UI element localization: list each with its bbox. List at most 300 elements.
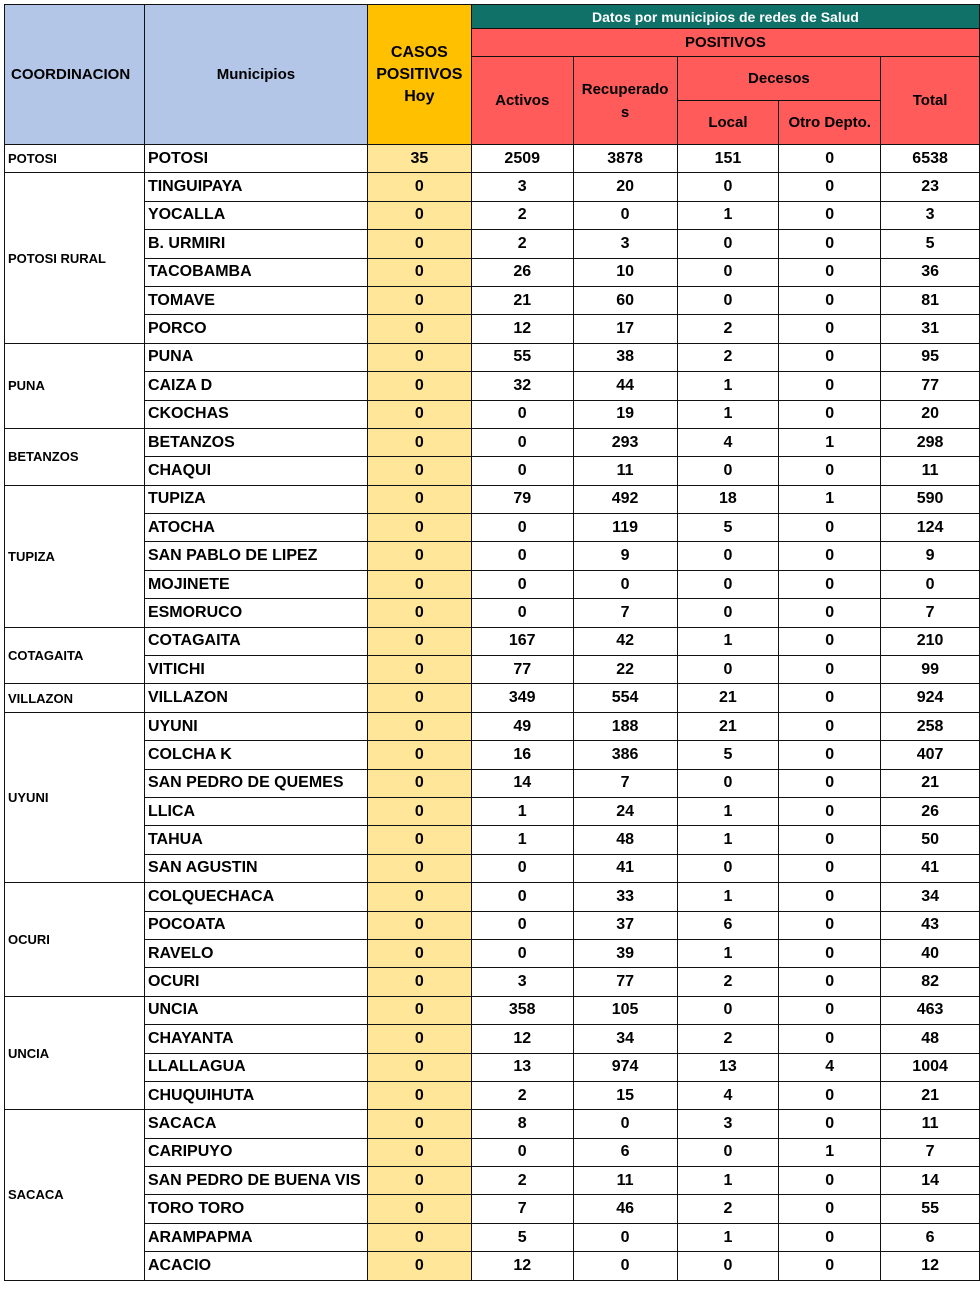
table-row (5, 769, 980, 797)
activos-cell: 16 (471, 741, 573, 769)
casos-hoy-cell: 0 (367, 1053, 471, 1081)
recuperados-cell: 0 (573, 570, 677, 598)
casos-hoy-cell: 0 (367, 315, 471, 343)
decesos-otro-depto-cell: 0 (779, 145, 881, 173)
municipio-cell: ATOCHA (144, 514, 367, 542)
casos-hoy-cell: 0 (367, 826, 471, 854)
decesos-local-cell: 1 (677, 1167, 779, 1195)
activos-cell: 26 (471, 258, 573, 286)
municipio-cell: COTAGAITA (144, 627, 367, 655)
decesos-otro-depto-cell: 1 (779, 485, 881, 513)
decesos-local-cell: 1 (677, 201, 779, 229)
decesos-local-cell: 5 (677, 514, 779, 542)
municipio-cell: CAIZA D (144, 372, 367, 400)
decesos-otro-depto-cell: 0 (779, 968, 881, 996)
municipio-cell: SAN AGUSTIN (144, 854, 367, 882)
table-row (5, 315, 980, 343)
activos-cell: 12 (471, 1025, 573, 1053)
municipio-cell: B. URMIRI (144, 230, 367, 258)
activos-cell: 7 (471, 1195, 573, 1223)
recuperados-cell: 37 (573, 911, 677, 939)
municipio-cell: VITICHI (144, 656, 367, 684)
table-row (5, 485, 980, 513)
table-row (5, 201, 980, 229)
header-positivos: POSITIVOS (471, 29, 979, 57)
coordinacion-cell: TUPIZA (5, 485, 145, 627)
decesos-otro-depto-cell: 0 (779, 1195, 881, 1223)
municipio-cell: MOJINETE (144, 570, 367, 598)
decesos-otro-depto-cell: 0 (779, 457, 881, 485)
table-row (5, 599, 980, 627)
decesos-local-cell: 1 (677, 372, 779, 400)
header-activos: Activos (471, 57, 573, 145)
total-cell: 41 (881, 854, 980, 882)
decesos-otro-depto-cell: 0 (779, 1110, 881, 1138)
decesos-otro-depto-cell: 0 (779, 627, 881, 655)
total-cell: 21 (881, 769, 980, 797)
activos-cell: 0 (471, 457, 573, 485)
table-row (5, 372, 980, 400)
decesos-local-cell: 1 (677, 400, 779, 428)
decesos-local-cell: 0 (677, 769, 779, 797)
decesos-local-cell: 0 (677, 1252, 779, 1280)
total-cell: 258 (881, 712, 980, 740)
casos-hoy-cell: 0 (367, 542, 471, 570)
decesos-otro-depto-cell: 0 (779, 854, 881, 882)
casos-hoy-cell: 0 (367, 996, 471, 1024)
decesos-otro-depto-cell: 0 (779, 343, 881, 371)
covid-table-container (4, 4, 980, 1281)
municipio-cell: CKOCHAS (144, 400, 367, 428)
casos-hoy-cell: 0 (367, 939, 471, 967)
activos-cell: 77 (471, 656, 573, 684)
coordinacion-cell: BETANZOS (5, 428, 145, 485)
activos-cell: 0 (471, 400, 573, 428)
casos-hoy-cell: 0 (367, 712, 471, 740)
activos-cell: 3 (471, 173, 573, 201)
coordinacion-cell: PUNA (5, 343, 145, 428)
table-row (5, 883, 980, 911)
municipio-cell: SACACA (144, 1110, 367, 1138)
activos-cell: 55 (471, 343, 573, 371)
municipio-cell: TACOBAMBA (144, 258, 367, 286)
decesos-otro-depto-cell: 0 (779, 1025, 881, 1053)
total-cell: 14 (881, 1167, 980, 1195)
decesos-local-cell: 0 (677, 854, 779, 882)
casos-line-2: POSITIVOS (376, 65, 463, 83)
decesos-otro-depto-cell: 1 (779, 1138, 881, 1166)
activos-cell: 0 (471, 599, 573, 627)
header-decesos: Decesos (677, 57, 881, 101)
recuperados-cell: 44 (573, 372, 677, 400)
recuperados-cell: 386 (573, 741, 677, 769)
casos-hoy-cell: 0 (367, 1252, 471, 1280)
table-row (5, 514, 980, 542)
table-row (5, 854, 980, 882)
recuperados-cell: 974 (573, 1053, 677, 1081)
total-cell: 3 (881, 201, 980, 229)
total-cell: 124 (881, 514, 980, 542)
municipio-cell: SAN PEDRO DE BUENA VIS (144, 1167, 367, 1195)
activos-cell: 0 (471, 939, 573, 967)
decesos-otro-depto-cell: 0 (779, 1081, 881, 1109)
total-cell: 21 (881, 1081, 980, 1109)
total-cell: 55 (881, 1195, 980, 1223)
recuperados-cell: 19 (573, 400, 677, 428)
decesos-local-cell: 0 (677, 286, 779, 314)
activos-cell: 13 (471, 1053, 573, 1081)
activos-cell: 0 (471, 911, 573, 939)
table-row (5, 1223, 980, 1251)
decesos-local-cell: 0 (677, 230, 779, 258)
activos-cell: 0 (471, 514, 573, 542)
decesos-otro-depto-cell: 4 (779, 1053, 881, 1081)
decesos-otro-depto-cell: 0 (779, 400, 881, 428)
total-cell: 463 (881, 996, 980, 1024)
decesos-local-cell: 0 (677, 173, 779, 201)
coordinacion-cell: SACACA (5, 1110, 145, 1280)
casos-hoy-cell: 0 (367, 230, 471, 258)
activos-cell: 21 (471, 286, 573, 314)
recuperados-cell: 33 (573, 883, 677, 911)
decesos-otro-depto-cell: 0 (779, 258, 881, 286)
decesos-otro-depto-cell: 0 (779, 286, 881, 314)
coordinacion-cell: OCURI (5, 883, 145, 997)
table-row (5, 939, 980, 967)
casos-hoy-cell: 0 (367, 343, 471, 371)
casos-hoy-cell: 0 (367, 485, 471, 513)
decesos-local-cell: 0 (677, 258, 779, 286)
decesos-otro-depto-cell: 0 (779, 315, 881, 343)
recuperados-cell: 24 (573, 797, 677, 825)
total-cell: 6538 (881, 145, 980, 173)
header-casos-positivos-hoy (367, 5, 471, 145)
activos-cell: 8 (471, 1110, 573, 1138)
recuperados-cell: 17 (573, 315, 677, 343)
decesos-local-cell: 4 (677, 428, 779, 456)
total-cell: 7 (881, 599, 980, 627)
decesos-otro-depto-cell: 0 (779, 1167, 881, 1195)
recuperados-line-2: s (620, 103, 630, 121)
activos-cell: 349 (471, 684, 573, 712)
table-row (5, 1167, 980, 1195)
header-otro-depto: Otro Depto. (779, 101, 881, 145)
recuperados-cell: 48 (573, 826, 677, 854)
casos-hoy-cell: 0 (367, 1138, 471, 1166)
decesos-local-cell: 1 (677, 627, 779, 655)
total-cell: 50 (881, 826, 980, 854)
recuperados-cell: 293 (573, 428, 677, 456)
activos-cell: 2 (471, 1167, 573, 1195)
table-row (5, 1053, 980, 1081)
recuperados-cell: 41 (573, 854, 677, 882)
table-row (5, 797, 980, 825)
table-body (5, 145, 980, 1281)
total-cell: 12 (881, 1252, 980, 1280)
casos-hoy-cell: 0 (367, 883, 471, 911)
table-row (5, 826, 980, 854)
casos-hoy-cell: 0 (367, 1223, 471, 1251)
municipio-cell: POTOSI (144, 145, 367, 173)
total-cell: 82 (881, 968, 980, 996)
casos-hoy-cell: 0 (367, 1167, 471, 1195)
coordinacion-cell: POTOSI RURAL (5, 173, 145, 343)
coordinacion-cell: POTOSI (5, 145, 145, 173)
table-row (5, 1138, 980, 1166)
activos-cell: 2509 (471, 145, 573, 173)
total-cell: 31 (881, 315, 980, 343)
header-total: Total (881, 57, 980, 145)
activos-cell: 3 (471, 968, 573, 996)
activos-cell: 32 (471, 372, 573, 400)
municipio-cell: PORCO (144, 315, 367, 343)
header-datos-title: Datos por municipios de redes de Salud (471, 5, 979, 29)
casos-hoy-cell: 0 (367, 1081, 471, 1109)
municipio-cell: ESMORUCO (144, 599, 367, 627)
casos-hoy-cell: 0 (367, 684, 471, 712)
table-row (5, 1025, 980, 1053)
decesos-local-cell: 21 (677, 712, 779, 740)
municipio-cell: LLALLAGUA (144, 1053, 367, 1081)
recuperados-cell: 0 (573, 1110, 677, 1138)
recuperados-cell: 105 (573, 996, 677, 1024)
recuperados-cell: 11 (573, 1167, 677, 1195)
total-cell: 1004 (881, 1053, 980, 1081)
activos-cell: 0 (471, 428, 573, 456)
activos-cell: 0 (471, 854, 573, 882)
municipio-cell: COLCHA K (144, 741, 367, 769)
municipio-cell: PUNA (144, 343, 367, 371)
total-cell: 43 (881, 911, 980, 939)
casos-line-1: CASOS (390, 43, 448, 61)
decesos-local-cell: 13 (677, 1053, 779, 1081)
table-row (5, 1252, 980, 1280)
total-cell: 9 (881, 542, 980, 570)
decesos-local-cell: 1 (677, 939, 779, 967)
total-cell: 99 (881, 656, 980, 684)
decesos-local-cell: 2 (677, 968, 779, 996)
decesos-otro-depto-cell: 0 (779, 372, 881, 400)
decesos-local-cell: 2 (677, 1195, 779, 1223)
total-cell: 81 (881, 286, 980, 314)
municipio-cell: ARAMPAPMA (144, 1223, 367, 1251)
activos-cell: 49 (471, 712, 573, 740)
table-row (5, 741, 980, 769)
recuperados-cell: 119 (573, 514, 677, 542)
decesos-local-cell: 0 (677, 599, 779, 627)
activos-cell: 5 (471, 1223, 573, 1251)
casos-hoy-cell: 35 (367, 145, 471, 173)
municipio-cell: OCURI (144, 968, 367, 996)
municipio-cell: TUPIZA (144, 485, 367, 513)
recuperados-cell: 46 (573, 1195, 677, 1223)
decesos-otro-depto-cell: 0 (779, 599, 881, 627)
activos-cell: 12 (471, 315, 573, 343)
total-cell: 23 (881, 173, 980, 201)
total-cell: 48 (881, 1025, 980, 1053)
decesos-local-cell: 2 (677, 315, 779, 343)
activos-cell: 2 (471, 230, 573, 258)
decesos-otro-depto-cell: 0 (779, 201, 881, 229)
decesos-otro-depto-cell: 0 (779, 939, 881, 967)
decesos-local-cell: 0 (677, 996, 779, 1024)
table-row (5, 258, 980, 286)
table-row (5, 1081, 980, 1109)
header-recuperados (573, 57, 677, 145)
coordinacion-cell: UYUNI (5, 712, 145, 882)
total-cell: 590 (881, 485, 980, 513)
municipio-cell: TAHUA (144, 826, 367, 854)
table-row (5, 684, 980, 712)
activos-cell: 0 (471, 542, 573, 570)
decesos-local-cell: 0 (677, 570, 779, 598)
table-row (5, 145, 980, 173)
decesos-local-cell: 5 (677, 741, 779, 769)
recuperados-cell: 22 (573, 656, 677, 684)
total-cell: 407 (881, 741, 980, 769)
municipio-cell: POCOATA (144, 911, 367, 939)
municipio-cell: LLICA (144, 797, 367, 825)
municipio-cell: CHAYANTA (144, 1025, 367, 1053)
total-cell: 0 (881, 570, 980, 598)
table-row (5, 968, 980, 996)
decesos-otro-depto-cell: 0 (779, 173, 881, 201)
decesos-otro-depto-cell: 0 (779, 514, 881, 542)
total-cell: 11 (881, 1110, 980, 1138)
casos-hoy-cell: 0 (367, 854, 471, 882)
decesos-local-cell: 2 (677, 343, 779, 371)
total-cell: 11 (881, 457, 980, 485)
municipio-cell: YOCALLA (144, 201, 367, 229)
municipio-cell: CARIPUYO (144, 1138, 367, 1166)
header-municipios: Municipios (144, 5, 367, 145)
recuperados-cell: 0 (573, 1223, 677, 1251)
recuperados-line-1: Recuperado (581, 80, 669, 98)
total-cell: 7 (881, 1138, 980, 1166)
decesos-local-cell: 0 (677, 457, 779, 485)
decesos-local-cell: 6 (677, 911, 779, 939)
activos-cell: 79 (471, 485, 573, 513)
decesos-local-cell: 18 (677, 485, 779, 513)
recuperados-cell: 11 (573, 457, 677, 485)
casos-hoy-cell: 0 (367, 173, 471, 201)
table-row (5, 286, 980, 314)
municipio-cell: TINGUIPAYA (144, 173, 367, 201)
activos-cell: 358 (471, 996, 573, 1024)
municipio-cell: SAN PABLO DE LIPEZ (144, 542, 367, 570)
total-cell: 26 (881, 797, 980, 825)
decesos-otro-depto-cell: 0 (779, 230, 881, 258)
table-row (5, 230, 980, 258)
municipio-cell: VILLAZON (144, 684, 367, 712)
activos-cell: 0 (471, 883, 573, 911)
decesos-local-cell: 2 (677, 1025, 779, 1053)
total-cell: 95 (881, 343, 980, 371)
municipio-cell: UNCIA (144, 996, 367, 1024)
municipal-cases-table (4, 4, 980, 1281)
total-cell: 34 (881, 883, 980, 911)
casos-hoy-cell: 0 (367, 599, 471, 627)
casos-hoy-cell: 0 (367, 1110, 471, 1138)
casos-hoy-cell: 0 (367, 400, 471, 428)
header-coordinacion: COORDINACION (5, 5, 145, 145)
table-row (5, 712, 980, 740)
table-row (5, 542, 980, 570)
total-cell: 298 (881, 428, 980, 456)
municipio-cell: CHUQUIHUTA (144, 1081, 367, 1109)
decesos-otro-depto-cell: 0 (779, 911, 881, 939)
recuperados-cell: 0 (573, 1252, 677, 1280)
recuperados-cell: 7 (573, 599, 677, 627)
casos-hoy-cell: 0 (367, 1195, 471, 1223)
decesos-otro-depto-cell: 0 (779, 769, 881, 797)
municipio-cell: SAN PEDRO DE QUEMES (144, 769, 367, 797)
casos-hoy-cell: 0 (367, 286, 471, 314)
casos-hoy-cell: 0 (367, 968, 471, 996)
activos-cell: 14 (471, 769, 573, 797)
casos-hoy-cell: 0 (367, 769, 471, 797)
recuperados-cell: 6 (573, 1138, 677, 1166)
decesos-local-cell: 3 (677, 1110, 779, 1138)
decesos-local-cell: 1 (677, 883, 779, 911)
casos-hoy-cell: 0 (367, 428, 471, 456)
coordinacion-cell: UNCIA (5, 996, 145, 1110)
activos-cell: 1 (471, 826, 573, 854)
recuperados-cell: 60 (573, 286, 677, 314)
decesos-local-cell: 1 (677, 826, 779, 854)
header-local: Local (677, 101, 779, 145)
decesos-local-cell: 1 (677, 1223, 779, 1251)
decesos-otro-depto-cell: 0 (779, 826, 881, 854)
decesos-otro-depto-cell: 0 (779, 883, 881, 911)
casos-hoy-cell: 0 (367, 1025, 471, 1053)
total-cell: 5 (881, 230, 980, 258)
recuperados-cell: 38 (573, 343, 677, 371)
table-row (5, 1195, 980, 1223)
coordinacion-cell: VILLAZON (5, 684, 145, 712)
decesos-otro-depto-cell: 0 (779, 684, 881, 712)
municipio-cell: RAVELO (144, 939, 367, 967)
casos-hoy-cell: 0 (367, 372, 471, 400)
table-row (5, 173, 980, 201)
decesos-local-cell: 1 (677, 797, 779, 825)
activos-cell: 1 (471, 797, 573, 825)
table-row (5, 656, 980, 684)
table-row (5, 400, 980, 428)
table-row (5, 343, 980, 371)
casos-hoy-cell: 0 (367, 741, 471, 769)
recuperados-cell: 77 (573, 968, 677, 996)
activos-cell: 12 (471, 1252, 573, 1280)
decesos-otro-depto-cell: 0 (779, 741, 881, 769)
coordinacion-cell: COTAGAITA (5, 627, 145, 684)
activos-cell: 0 (471, 1138, 573, 1166)
decesos-local-cell: 21 (677, 684, 779, 712)
decesos-otro-depto-cell: 0 (779, 1223, 881, 1251)
decesos-otro-depto-cell: 0 (779, 1252, 881, 1280)
recuperados-cell: 34 (573, 1025, 677, 1053)
total-cell: 924 (881, 684, 980, 712)
table-row (5, 457, 980, 485)
table-row (5, 627, 980, 655)
recuperados-cell: 20 (573, 173, 677, 201)
decesos-local-cell: 0 (677, 656, 779, 684)
casos-hoy-cell: 0 (367, 911, 471, 939)
decesos-otro-depto-cell: 0 (779, 542, 881, 570)
decesos-local-cell: 151 (677, 145, 779, 173)
total-cell: 36 (881, 258, 980, 286)
municipio-cell: COLQUECHACA (144, 883, 367, 911)
